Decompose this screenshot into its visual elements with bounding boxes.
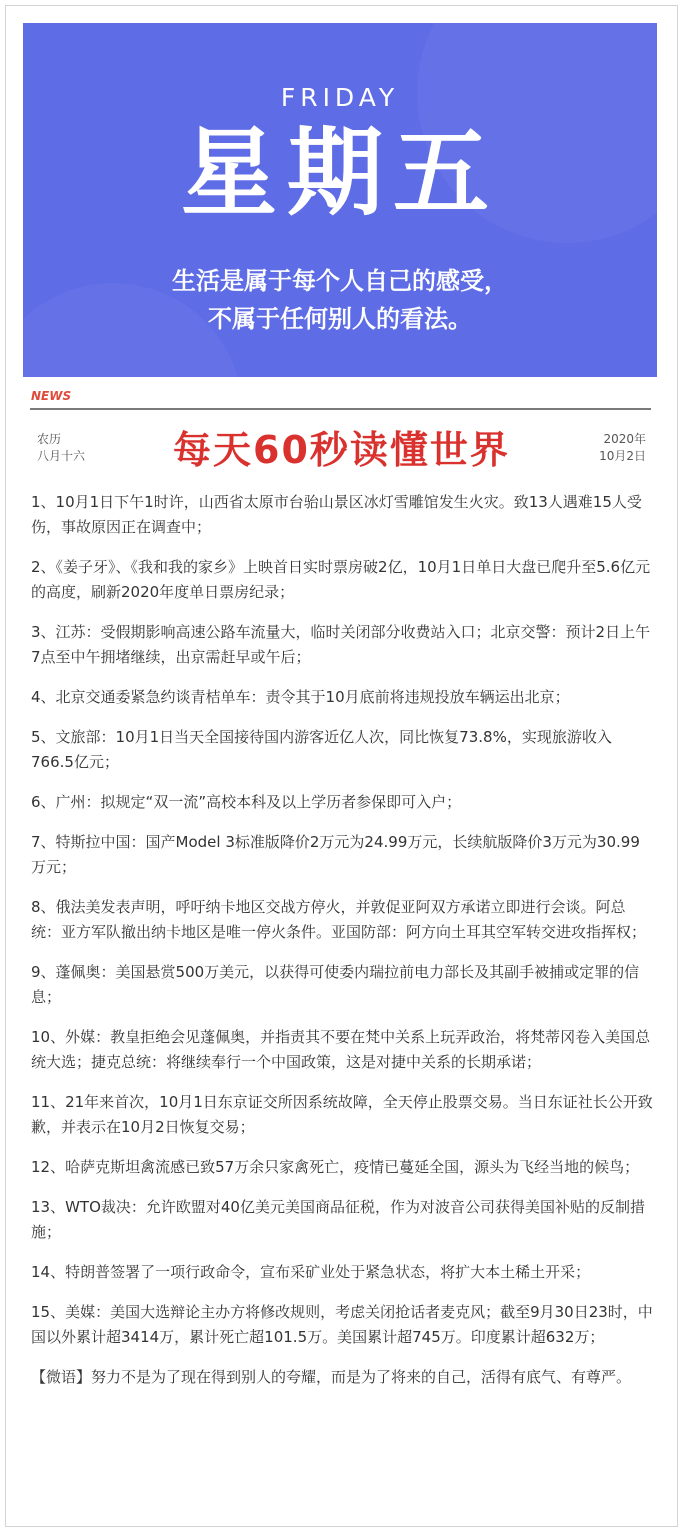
header-banner <box>23 23 657 377</box>
news-item: 5、文旅部：10月1日当天全国接待国内游客近亿人次，同比恢复73.8%，实现旅游收入766.5亿元； <box>31 728 612 771</box>
gregorian-date <box>599 431 646 465</box>
news-item: 8、俄法美发表声明，呼吁纳卡地区交战方停火，并敦促亚阿双方承诺立即进行会谈。阿总统：亚方军队撤出纳卡地区是唯一停火条件。亚国防部：阿方向土耳其空军转交进攻指挥权； <box>31 898 647 941</box>
divider <box>30 408 651 410</box>
news-list <box>31 490 653 1390</box>
news-item: 10、外媒：教皇拒绝会见蓬佩奥，并指责其不要在梵中关系上玩弄政治，将梵蒂冈卷入美国总统大选；捷克总统：将继续奉行一个中国政策，这是对捷中关系的长期承诺； <box>31 1028 651 1071</box>
weekday-en: FRIDAY <box>280 83 400 112</box>
news-item: 12、哈萨克斯坦禽流感已致57万余只家禽死亡，疫情已蔓延全国，源头为飞经当地的候鸟； <box>31 1158 640 1176</box>
news-item: 15、美媒：美国大选辩论主办方将修改规则，考虑关闭抢话者麦克风；截至9月30日23时，中国以外累计超3414万，累计死亡超101.5万。美国累计超745万。印度累计超632万； <box>31 1303 653 1346</box>
news-item: 11、21年来首次，10月1日东京证交所因系统故障，全天停止股票交易。当日东证社长公开致歉，并表示在10月2日恢复交易； <box>31 1093 653 1136</box>
news-item: 1、10月1日下午1时许，山西省太原市台骀山景区冰灯雪雕馆发生火灾。致13人遇难15人受伤，事故原因正在调查中； <box>31 493 642 536</box>
closing-quote: 【微语】努力不是为了现在得到别人的夸耀，而是为了将来的自己，活得有底气、有尊严。 <box>31 1368 632 1386</box>
news-item: 4、北京交通委紧急约谈青桔单车：责令其于10月底前将违规投放车辆运出北京； <box>31 688 570 706</box>
news-item: 9、蓬佩奥：美国悬赏500万美元，以获得可使委内瑞拉前电力部长及其副手被捕或定罪的信息； <box>31 963 640 1006</box>
date-day: 10月2日 <box>599 449 646 463</box>
motto-line-1: 生活是属于每个人自己的感受， <box>172 267 508 295</box>
news-tag: NEWS <box>31 389 72 403</box>
news-item: 14、特朗普签署了一项行政命令，宣布采矿业处于紧急状态，将扩大本土稀土开采； <box>31 1263 591 1281</box>
motto-line-2: 不属于任何别人的看法。 <box>208 305 472 333</box>
lunar-label: 农历 <box>37 432 62 446</box>
news-item: 13、WTO裁决：允许欧盟对40亿美元美国商品征税，作为对波音公司获得美国补贴的反制措施； <box>31 1198 645 1241</box>
news-item: 7、特斯拉中国：国产Model 3标准版降价2万元为24.99万元，长续航版降价3万元为30.99万元； <box>31 833 640 876</box>
news-item: 6、广州：拟规定“双一流”高校本科及以上学历者参保即可入户； <box>31 793 462 811</box>
weekday-cn: 星期五 <box>181 117 499 229</box>
page-title: 每天60秒读懂世界 <box>173 428 510 472</box>
news-item: 3、江苏：受假期影响高速公路车流量大，临时关闭部分收费站入口；北京交警：预计2日上午7点至中午拥堵继续，出京需赶早或午后； <box>31 623 651 666</box>
news-item: 2、《姜子牙》、《我和我的家乡》上映首日实时票房破2亿，10月1日单日大盘已爬升至5.6亿元的高度，刷新2020年度单日票房纪录； <box>31 558 651 601</box>
date-year: 2020年 <box>603 432 646 446</box>
lunar-day: 八月十六 <box>37 449 86 463</box>
